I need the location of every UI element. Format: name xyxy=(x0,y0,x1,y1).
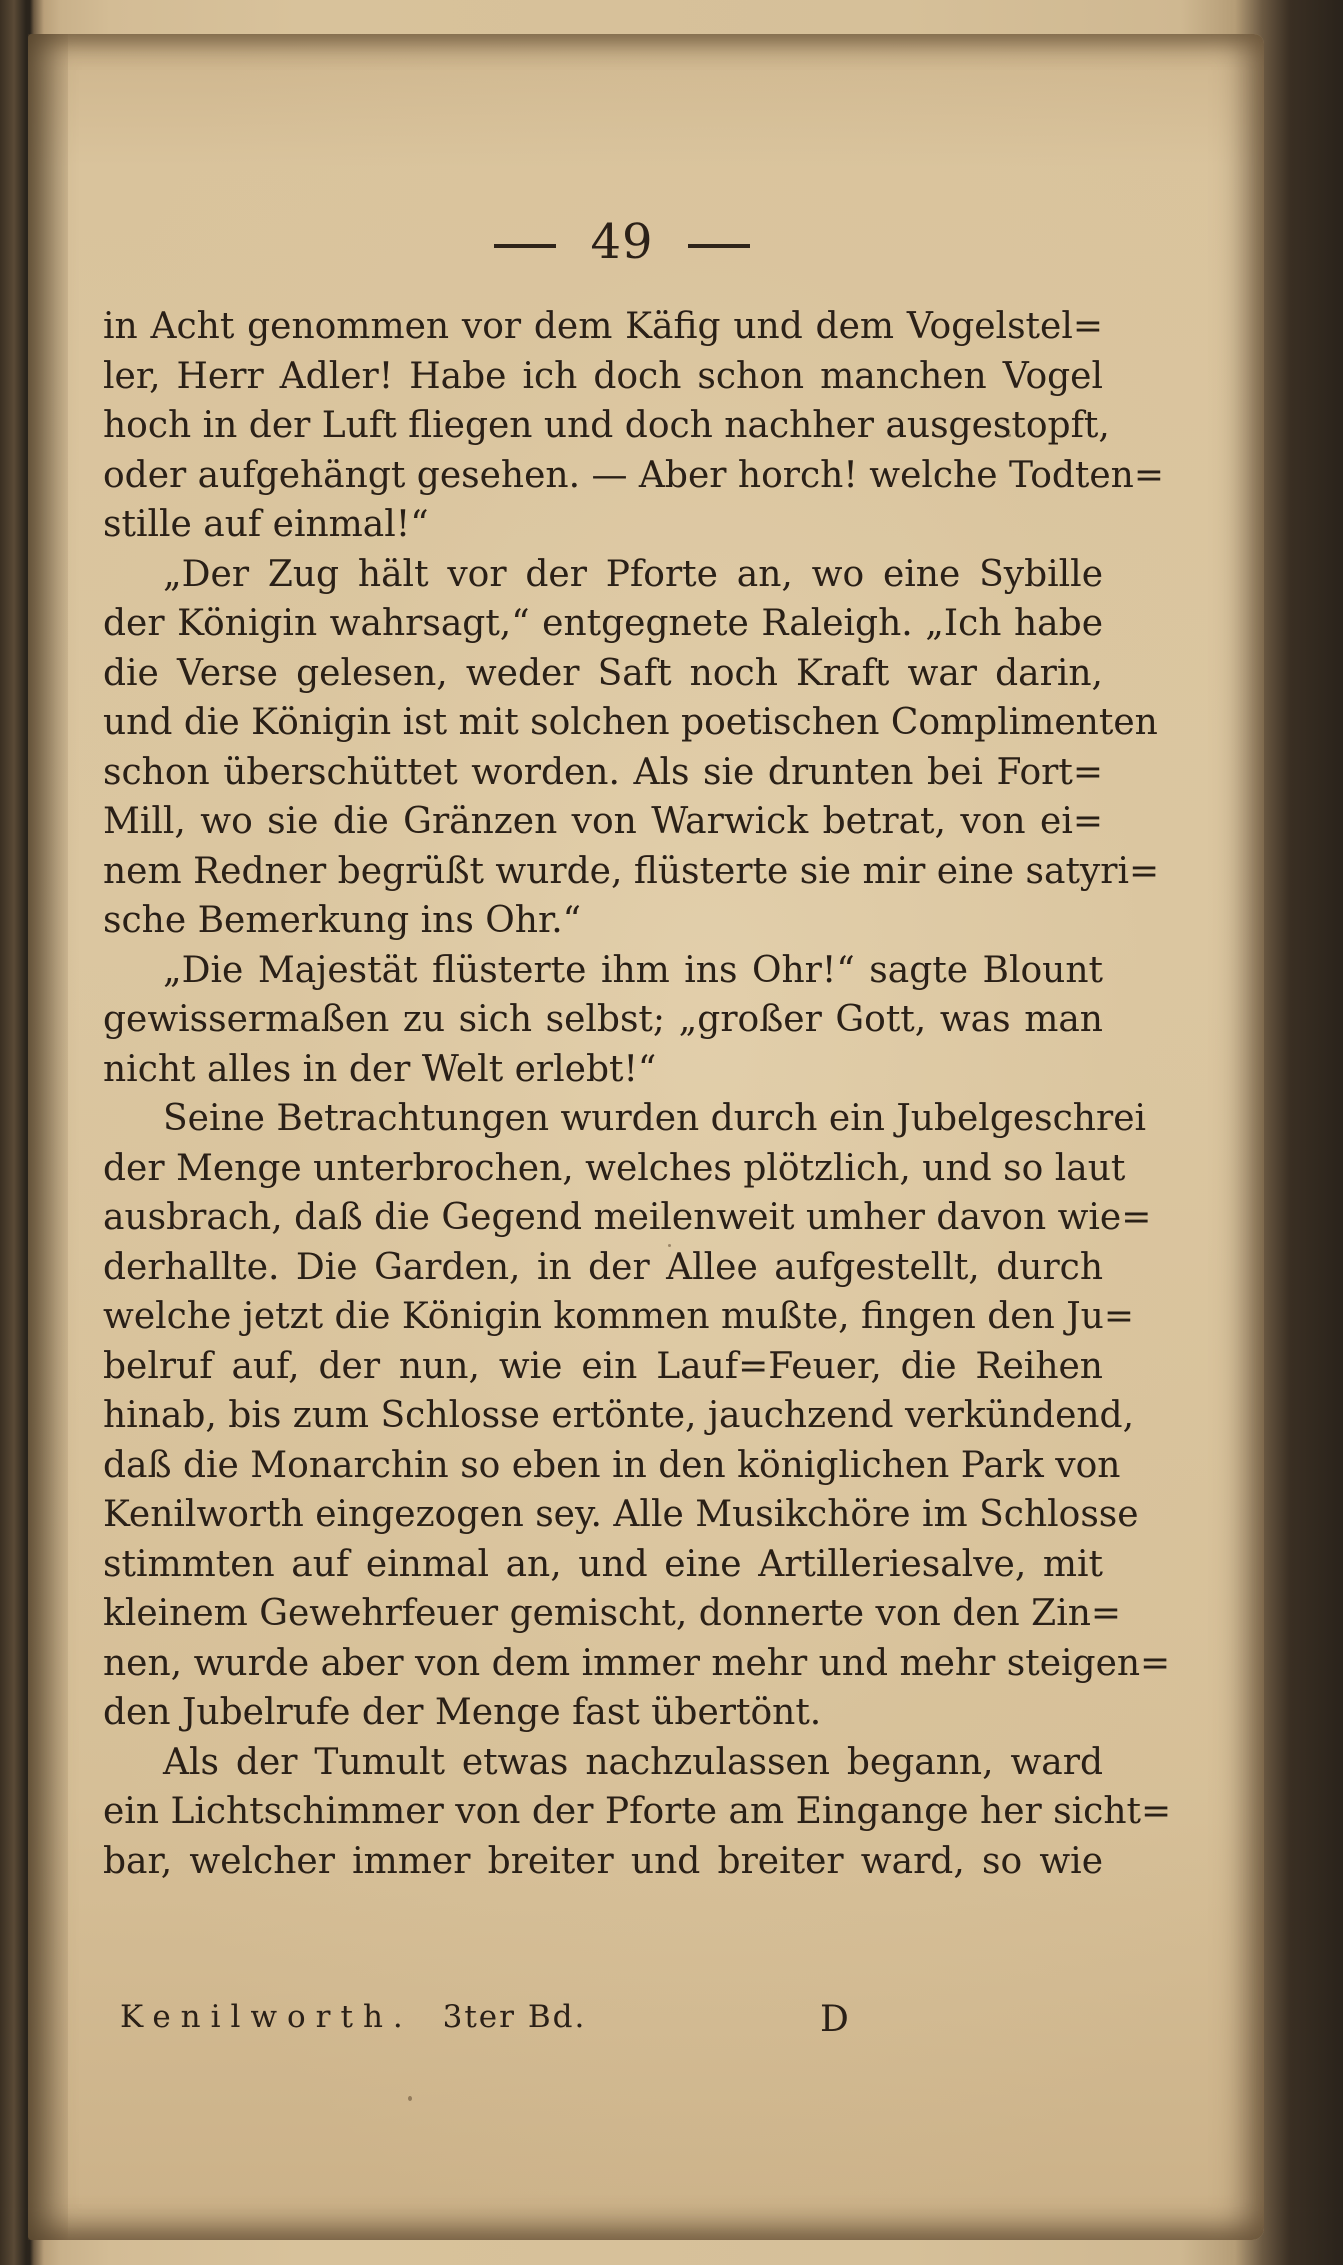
text-line: der Königin wahrsagt,“ entgegnete Raleigh. „Ich habe xyxy=(103,603,1103,644)
footer-signature-mark: D xyxy=(820,1999,849,2040)
text-line: Seine Betrachtungen wurden durch ein Jubelgeschrei xyxy=(163,1098,1147,1139)
text-line: in Acht genommen vor dem Käfig und dem Vogelstel= xyxy=(103,306,1103,347)
text-line: ausbrach, daß die Gegend meilenweit umher davon wie= xyxy=(103,1197,1152,1238)
page-number-header xyxy=(4,214,1240,270)
page-number: 49 xyxy=(590,214,654,270)
paper-speck xyxy=(1008,434,1011,437)
page-footer xyxy=(120,1999,940,2040)
text-line: und die Königin ist mit solchen poetischen Complimenten xyxy=(103,702,1158,743)
footer-volume: 3ter Bd. xyxy=(442,1999,587,2035)
text-line: die Verse gelesen, weder Saft noch Kraft war darin, xyxy=(103,652,1103,694)
text-line: nem Redner begrüßt wurde, flüsterte sie mir eine satyri= xyxy=(103,850,1160,892)
text-line: Mill, wo sie die Gränzen von Warwick betrat, von ei= xyxy=(103,801,1103,842)
header-dash-right xyxy=(688,244,750,248)
text-line: nen, wurde aber von dem immer mehr und mehr steigen= xyxy=(103,1642,1171,1684)
paper-speck xyxy=(668,1244,671,1247)
text-line: daß die Monarchin so eben in den königlichen Park von xyxy=(103,1444,1121,1486)
body-text xyxy=(103,302,1172,1886)
text-line: Als der Tumult etwas nachzulassen begann, ward xyxy=(163,1741,1103,1783)
text-line: derhallte. Die Garden, in der Allee aufgestellt, durch xyxy=(103,1246,1103,1288)
text-line: belruf auf, der nun, wie ein Lauf=Feuer, die Reihen xyxy=(103,1345,1103,1387)
text-line: welche jetzt die Königin kommen mußte, fingen den Ju= xyxy=(103,1296,1134,1337)
text-line: der Menge unterbrochen, welches plötzlich, und so laut xyxy=(103,1147,1126,1189)
text-line: oder aufgehängt gesehen. — Aber horch! welche Todten= xyxy=(103,454,1165,496)
text-line: ler, Herr Adler! Habe ich doch schon manchen Vogel xyxy=(103,355,1103,397)
text-line: gewissermaßen zu sich selbst; „großer Gott, was man xyxy=(103,999,1103,1040)
text-line: nicht alles in der Welt erlebt!“ xyxy=(103,1048,657,1090)
text-line: hinab, bis zum Schlosse ertönte, jauchzend verkündend, xyxy=(103,1395,1135,1436)
book-page xyxy=(28,34,1264,2240)
text-line: ein Lichtschimmer von der Pforte am Eingange her sicht= xyxy=(103,1791,1172,1832)
text-line: „Die Majestät flüsterte ihm ins Ohr!“ sagte Blount xyxy=(163,949,1103,991)
text-line: kleinem Gewehrfeuer gemischt, donnerte von den Zin= xyxy=(103,1593,1122,1634)
text-line: bar, welcher immer breiter und breiter ward, so wie xyxy=(103,1840,1103,1882)
page-gutter-shadow xyxy=(28,34,68,2240)
text-line: sche Bemerkung ins Ohr.“ xyxy=(103,900,582,941)
header-dash-left xyxy=(494,244,556,248)
text-line: schon überschüttet worden. Als sie drunten bei Fort= xyxy=(103,751,1103,793)
text-line: stimmten auf einmal an, und eine Artilleriesalve, mit xyxy=(103,1543,1103,1585)
text-line: stille auf einmal!“ xyxy=(103,504,429,545)
text-line: den Jubelrufe der Menge fast übertönt. xyxy=(103,1692,822,1733)
footer-book-title: Kenilworth. xyxy=(120,1999,413,2035)
text-line: hoch in der Luft fliegen und doch nachher ausgestopft, xyxy=(103,405,1110,446)
text-line: „Der Zug hält vor der Pforte an, wo eine Sybille xyxy=(163,553,1103,595)
text-line: Kenilworth eingezogen sey. Alle Musikchöre im Schlosse xyxy=(103,1494,1139,1535)
paper-speck xyxy=(408,2096,412,2101)
